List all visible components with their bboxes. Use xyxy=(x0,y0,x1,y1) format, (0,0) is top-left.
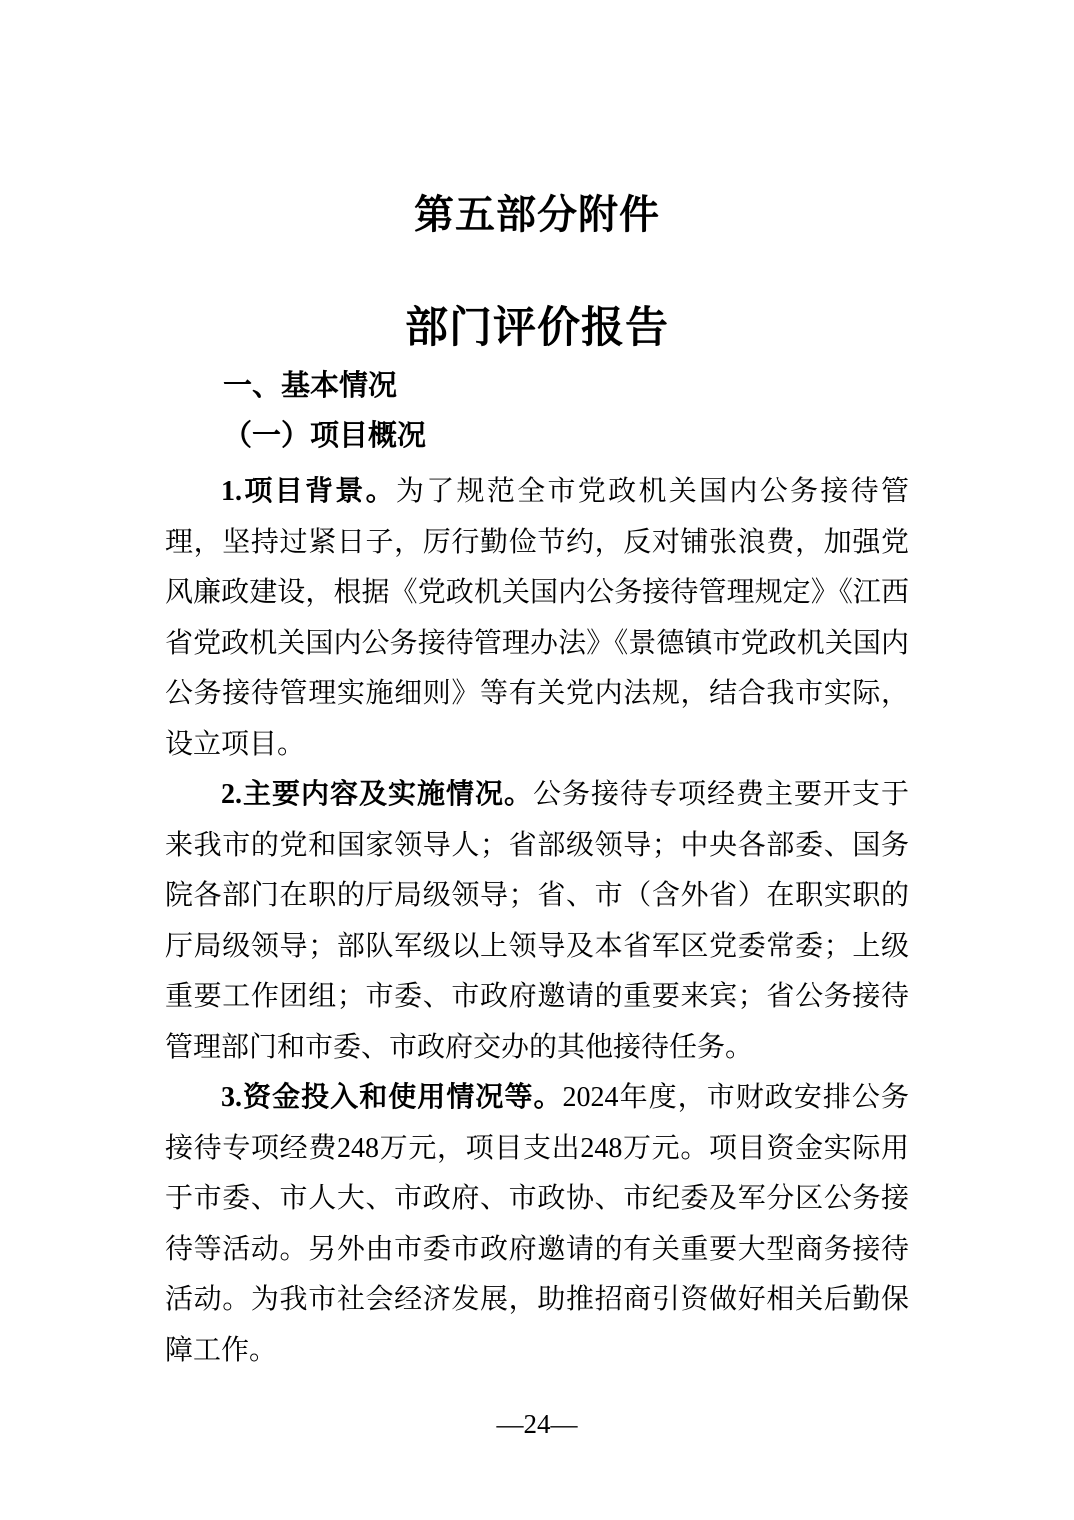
paragraph-body: 为了规范全市党政机关国内公务接待管理，坚持过紧日子，厉行勤俭节约，反对铺张浪费，加强党风廉政建设，根据《党政机关国内公务接待管理规定》《江西省党政机关国内公务接待管理办法》《景德镇市党政机关国内公务接待管理实施细则》等有关党内法规，结合我市实际，设立项目。 xyxy=(165,476,909,760)
paragraph-main-content xyxy=(165,770,909,1073)
report-title: 部门评价报告 xyxy=(405,305,669,352)
paragraph-body: 公务接待专项经费主要开支于来我市的党和国家领导人；省部级领导；中央各部委、国务院各部门在职的厅局级领导；省、市（含外省）在职实职的厅局级领导；部队军级以上领导及本省军区党委常委；上级重要工作团组；市委、市政府邀请的重要来宾；省公务接待管理部门和市委、市政府交办的其他接待任务。 xyxy=(165,779,909,1063)
paragraph-funding-usage xyxy=(165,1073,909,1376)
page-number: —24— xyxy=(496,1409,578,1439)
paragraph-lead: 3.资金投入和使用情况等。 xyxy=(221,1082,563,1113)
part-title: 第五部分附件 xyxy=(414,192,660,237)
section-heading-basic-situation: 一、基本情况 xyxy=(223,370,398,402)
subsection-heading-project-overview: （一）项目概况 xyxy=(223,420,427,452)
paragraph-body: 2024年度，市财政安排公务接待专项经费248万元，项目支出248万元。项目资金实际用于市委、市人大、市政府、市政协、市纪委及军分区公务接待等活动。另外由市委市政府邀请的有关重要大型商务接待活动。为我市社会经济发展，助推招商引资做好相关后勤保障工作。 xyxy=(165,1082,909,1366)
document-content xyxy=(165,0,909,1376)
body-text xyxy=(165,467,909,1376)
paragraph-lead: 2.主要内容及实施情况。 xyxy=(221,779,533,810)
paragraph-lead: 1.项目背景。 xyxy=(221,476,396,507)
paragraph-project-background xyxy=(165,467,909,770)
